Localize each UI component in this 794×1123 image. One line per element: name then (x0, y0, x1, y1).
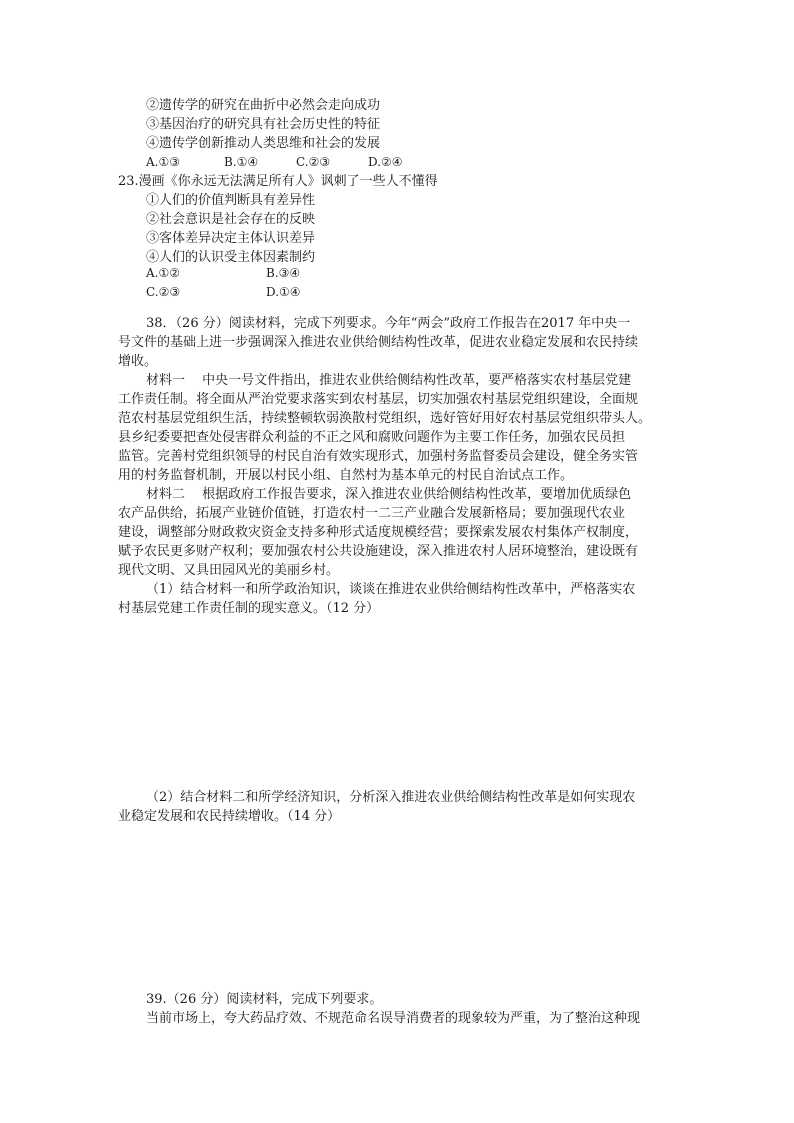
q22-choice-b: B.①④ (224, 155, 259, 169)
q23-answer-choices-row1 (146, 264, 300, 283)
q23-answer-choices-row2 (146, 283, 301, 302)
q38-material2-line-4: 赋予农民更多财产权利；要加强农村公共设施建设，深入推进农村人居环境整治，建设既有 (118, 544, 639, 559)
q22-choice-c: C.②③ (296, 155, 331, 169)
q38-material1-line-6: 用的村务监督机制，开展以村民小组、自然村为基本单元的村民自治试点工作。 (118, 468, 574, 483)
q23-option-item-3: ③客体差异决定主体认识差异 (146, 231, 316, 246)
q38-material1-line-2: 工作责任制。将全面从严治党要求落实到农村基层，切实加强农村基层党组织建设，全面规 (118, 392, 639, 407)
q38-intro-line-2: 号文件的基础上进一步强调深入推进农业供给侧结构性改革，促进农业稳定发展和农民持续 (118, 335, 639, 350)
q23-stem: 23.漫画《你永远无法满足所有人》讽刺了一些人不懂得 (118, 174, 438, 189)
q23-choice-c: C.②③ (146, 285, 181, 299)
q23-option-item-2: ②社会意识是社会存在的反映 (146, 212, 316, 227)
q38-subquestion-2-line-1: （2）结合材料二和所学经济知识，分析深入推进农业供给侧结构性改革是如何实现农 (146, 790, 636, 805)
q22-option-item-2: ②遗传学的研究在曲折中必然会走向成功 (146, 98, 381, 113)
q38-material1-line-4: 县乡纪委要把查处侵害群众利益的不正之风和腐败问题作为主要工作任务，加强农民员担 (118, 430, 626, 445)
q38-intro-line-3: 增收。 (118, 354, 158, 369)
q38-material2-line-1: 材料二 根据政府工作报告要求，深入推进农业供给侧结构性改革，要增加优质绿色 (146, 487, 632, 502)
q38-material1-line-1: 材料一 中央一号文件指出，推进农业供给侧结构性改革，要严格落实农村基层党建 (146, 373, 632, 388)
q22-choice-a: A.①③ (146, 155, 180, 169)
q39-text-line-1: 当前市场上，夸大药品疗效、不规范命名误导消费者的现象较为严重，为了整治这种现 (146, 1011, 641, 1026)
q38-material2-line-3: 建设，调整部分财政救灾资金支持多种形式适度规模经营；要探索发展农村集体产权制度， (118, 525, 639, 540)
q38-material1-line-5: 监管。完善村党组织领导的村民自治有效实现形式，加强村务监督委员会建设，健全务实管 (118, 449, 639, 464)
q38-subquestion-2-line-2: 业稳定发展和农民持续增收。（14 分） (118, 809, 341, 824)
q23-option-item-1: ①人们的价值判断具有差异性 (146, 193, 316, 208)
q38-material1-line-3: 范农村基层党组织生活，持续整顿软弱涣散村党组织，选好管好用好农村基层党组织带头人。 (118, 411, 652, 426)
q23-choice-b: B.③④ (266, 266, 301, 280)
q38-subquestion-1-line-2: 村基层党建工作责任制的现实意义。（12 分） (118, 601, 380, 616)
q38-material2-line-2: 农产品供给，拓展产业链价值链，打造农村一二三产业融合发展新格局；要加强现代农业 (118, 506, 626, 521)
q22-option-item-4: ④遗传学创新推动人类思维和社会的发展 (146, 136, 381, 151)
q22-answer-choices (146, 153, 403, 172)
q38-subquestion-1-line-1: （1）结合材料一和所学政治知识，谈谈在推进农业供给侧结构性改革中，严格落实农 (146, 582, 636, 597)
q39-intro: 39.（26 分）阅读材料，完成下列要求。 (146, 992, 383, 1007)
q23-choice-a: A.①② (146, 266, 180, 280)
q22-option-item-3: ③基因治疗的研究具有社会历史性的特征 (146, 117, 381, 132)
q38-intro-line-1: 38．（26 分）阅读材料，完成下列要求。今年“两会”政府工作报告在2017 年中央一 (146, 316, 631, 331)
q22-choice-d: D.②④ (368, 155, 403, 169)
q38-material2-line-5: 现代文明、又具田园风光的美丽乡村。 (118, 563, 340, 578)
q23-option-item-4: ④人们的认识受主体因素制约 (146, 250, 316, 265)
q23-choice-d: D.①④ (266, 285, 301, 299)
